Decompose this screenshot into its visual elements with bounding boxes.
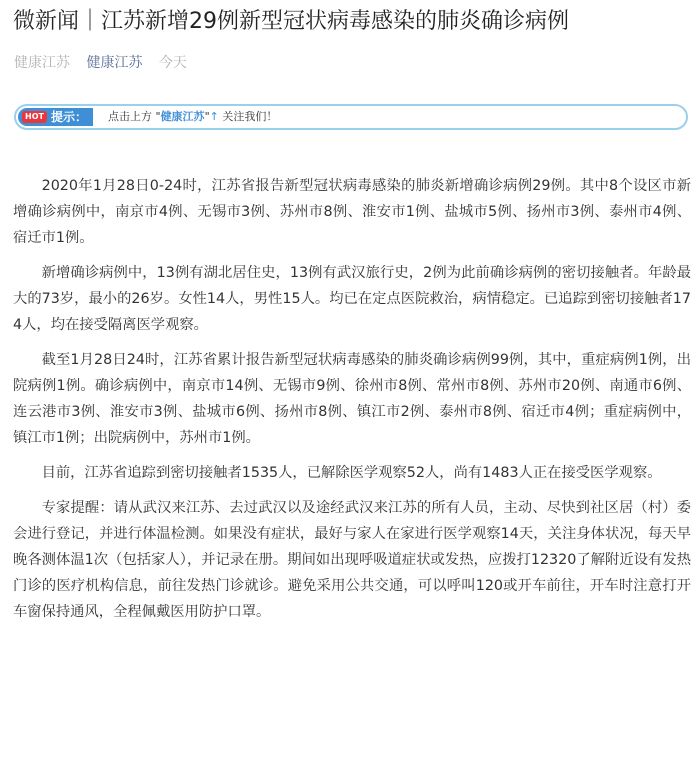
paragraph-daily-report: 2020年1月28日0-24时，江苏省报告新型冠状病毒感染的肺炎新增确诊病例29例。其中8个设区市新增确诊病例中，南京市4例、无锡市3例、苏州市8例、淮安市1例、盐城市5例、扬州市3例、泰州市4例、宿迁市1例。 <box>13 178 691 246</box>
paragraph-close-contacts: 目前，江苏省追踪到密切接触者1535人，已解除医学观察52人，尚有1483人正在接受医学观察。 <box>41 465 662 481</box>
tip-header <box>18 108 93 126</box>
author-name: 健康江苏 <box>14 55 70 71</box>
article-meta <box>14 53 199 73</box>
tip-text <box>108 108 277 126</box>
paragraph-cumulative-cases: 截至1月28日24时，江苏省累计报告新型冠状病毒感染的肺炎确诊病例99例，其中，重症病例1例，出院病例1例。确诊病例中，南京市14例、无锡市9例、徐州市8例、常州市8例、苏州市20例、南通市6例、连云港市3例、淮安市3例、盐城市6例、扬州市8例、镇江市2例、泰州市8例、宿迁市4例；重症病例中，镇江市1例；出院病例中，苏州市1例。 <box>13 352 691 446</box>
hot-badge: HOT <box>22 111 47 123</box>
article-title: 微新闻｜江苏新增29例新型冠状病毒感染的肺炎确诊病例 <box>13 9 569 34</box>
follow-tip-banner <box>14 104 688 130</box>
paragraph-expert-advice: 专家提醒：请从武汉来江苏、去过武汉以及途经武汉来江苏的所有人员，主动、尽快到社区居（村）委会进行登记，并进行体温检测。如果没有症状，最好与家人在家进行医学观察14天，关注身体状况，每天早晚各测体温1次（包括家人），并记录在册。期间如出现呼吸道症状或发热，应拨打12320了解附近设有发热门诊的医疗机构信息，前往发热门诊就诊。避免采用公共交通，可以呼叫120或开车前往，开车时注意打开车窗保持通风，全程佩戴医用防护口罩。 <box>13 500 691 620</box>
paragraph-new-cases-detail: 新增确诊病例中，13例有湖北居住史，13例有武汉旅行史，2例为此前确诊病例的密切接触者。年龄最大的73岁，最小的26岁。女性14人，男性15人。均已在定点医院救治，病情稳定。已追踪到密切接触者174人，均在接受隔离医学观察。 <box>13 265 691 333</box>
up-arrow-icon: ↑ <box>209 110 219 123</box>
account-link[interactable]: 健康江苏 <box>86 55 143 71</box>
tip-account-link[interactable]: 健康江苏 <box>160 110 205 123</box>
tip-text-end: 关注我们！ <box>222 110 278 123</box>
article-content <box>13 173 691 634</box>
tip-text-after: " <box>204 110 210 123</box>
publish-date: 今天 <box>158 55 187 71</box>
tip-label: 提示： <box>50 110 87 124</box>
tip-text-before: 点击上方 " <box>108 110 161 123</box>
